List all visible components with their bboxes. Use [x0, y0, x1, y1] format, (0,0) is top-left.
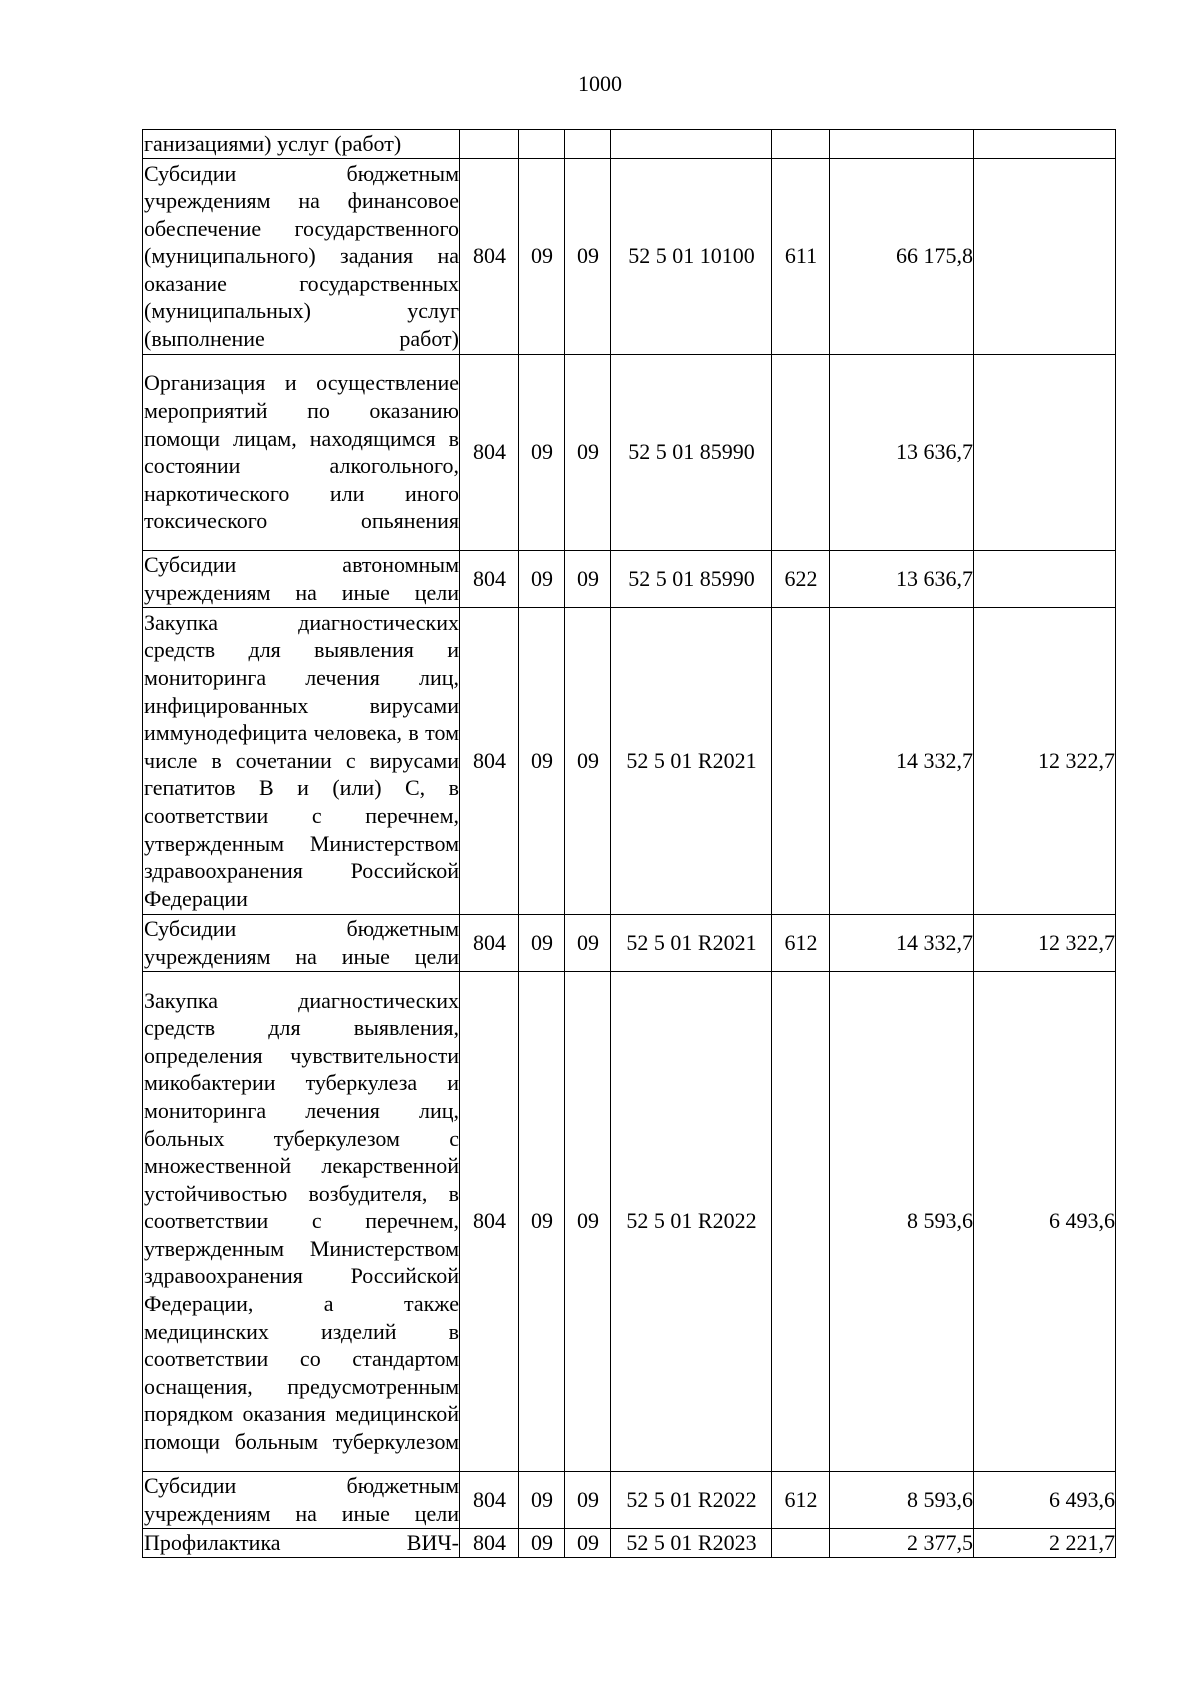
federal-amount [974, 158, 1116, 354]
table-row [143, 130, 1116, 159]
expense-type [772, 607, 830, 914]
federal-amount: 2 221,7 [974, 1528, 1116, 1557]
amount: 13 636,7 [830, 550, 974, 607]
table-row [143, 158, 1116, 354]
section-code: 09 [519, 607, 565, 914]
amount: 14 332,7 [830, 914, 974, 971]
target-article: 52 5 01 R2021 [611, 914, 772, 971]
expense-type [772, 1528, 830, 1557]
target-article: 52 5 01 R2023 [611, 1528, 772, 1557]
ministry-code: 804 [460, 607, 519, 914]
expense-type: 622 [772, 550, 830, 607]
row-description: Субсидии бюджетным учреждениям на финансовое обеспечение государственного (муниципального) задания на оказание государственных (муниципальных) услуг (выполнение работ) [143, 158, 460, 354]
subsection-code: 09 [565, 607, 611, 914]
subsection-code: 09 [565, 971, 611, 1471]
section-code: 09 [519, 914, 565, 971]
expense-type: 612 [772, 1471, 830, 1528]
section-code: 09 [519, 1528, 565, 1557]
table-row [143, 607, 1116, 914]
section-code: 09 [519, 971, 565, 1471]
subsection-code: 09 [565, 914, 611, 971]
federal-amount: 12 322,7 [974, 914, 1116, 971]
ministry-code: 804 [460, 550, 519, 607]
target-article: 52 5 01 10100 [611, 158, 772, 354]
target-article: 52 5 01 85990 [611, 354, 772, 550]
ministry-code: 804 [460, 914, 519, 971]
subsection-code: 09 [565, 550, 611, 607]
expense-type [772, 971, 830, 1471]
section-code: 09 [519, 1471, 565, 1528]
row-description: Профилактика ВИЧ- [143, 1528, 460, 1557]
table-row [143, 550, 1116, 607]
expense-type: 611 [772, 158, 830, 354]
amount [830, 130, 974, 159]
ministry-code: 804 [460, 354, 519, 550]
expense-type [772, 130, 830, 159]
table-row [143, 914, 1116, 971]
federal-amount: 6 493,6 [974, 1471, 1116, 1528]
target-article: 52 5 01 R2022 [611, 1471, 772, 1528]
table-row [143, 1471, 1116, 1528]
amount: 13 636,7 [830, 354, 974, 550]
row-description: ганизациями) услуг (работ) [143, 130, 460, 159]
budget-table [142, 129, 1116, 1558]
target-article: 52 5 01 R2022 [611, 971, 772, 1471]
subsection-code: 09 [565, 354, 611, 550]
section-code: 09 [519, 354, 565, 550]
federal-amount [974, 550, 1116, 607]
ministry-code: 804 [460, 158, 519, 354]
row-description: Субсидии бюджетным учреждениям на иные цели [143, 1471, 460, 1528]
federal-amount [974, 354, 1116, 550]
page-number: 1000 [578, 71, 622, 96]
federal-amount [974, 130, 1116, 159]
table-row [143, 1528, 1116, 1557]
row-description: Закупка диагностических средств для выявления и мониторинга лечения лиц, инфицированных вирусами иммунодефицита человека, в том числе в сочетании с вирусами гепатитов В и (или) С, в соответствии с перечнем, утвержденным Министерством здравоохранения Российской Федерации [143, 607, 460, 914]
amount: 8 593,6 [830, 971, 974, 1471]
section-code [519, 130, 565, 159]
row-description: Субсидии бюджетным учреждениям на иные цели [143, 914, 460, 971]
federal-amount: 12 322,7 [974, 607, 1116, 914]
expense-type: 612 [772, 914, 830, 971]
subsection-code: 09 [565, 1528, 611, 1557]
expense-type [772, 354, 830, 550]
amount: 14 332,7 [830, 607, 974, 914]
table-row [143, 354, 1116, 550]
ministry-code: 804 [460, 1528, 519, 1557]
section-code: 09 [519, 550, 565, 607]
amount: 8 593,6 [830, 1471, 974, 1528]
amount: 2 377,5 [830, 1528, 974, 1557]
target-article [611, 130, 772, 159]
row-description: Закупка диагностических средств для выявления, определения чувствительности микобактерии туберкулеза и мониторинга лечения лиц, больных туберкулезом с множественной лекарственной устойчивостью возбудителя, в соответствии с перечнем, утвержденным Министерством здравоохранения Российской Федерации, а также медицинских изделий в соответствии со стандартом оснащения, предусмотренным порядком оказания медицинской помощи больным туберкулезом [143, 971, 460, 1471]
ministry-code: 804 [460, 1471, 519, 1528]
federal-amount: 6 493,6 [974, 971, 1116, 1471]
ministry-code: 804 [460, 971, 519, 1471]
subsection-code: 09 [565, 1471, 611, 1528]
subsection-code [565, 130, 611, 159]
ministry-code [460, 130, 519, 159]
amount: 66 175,8 [830, 158, 974, 354]
section-code: 09 [519, 158, 565, 354]
table-row [143, 971, 1116, 1471]
target-article: 52 5 01 85990 [611, 550, 772, 607]
subsection-code: 09 [565, 158, 611, 354]
row-description: Организация и осуществление мероприятий по оказанию помощи лицам, находящимся в состоянии алкогольного, наркотического или иного токсического опьянения [143, 354, 460, 550]
target-article: 52 5 01 R2021 [611, 607, 772, 914]
row-description: Субсидии автономным учреждениям на иные цели [143, 550, 460, 607]
